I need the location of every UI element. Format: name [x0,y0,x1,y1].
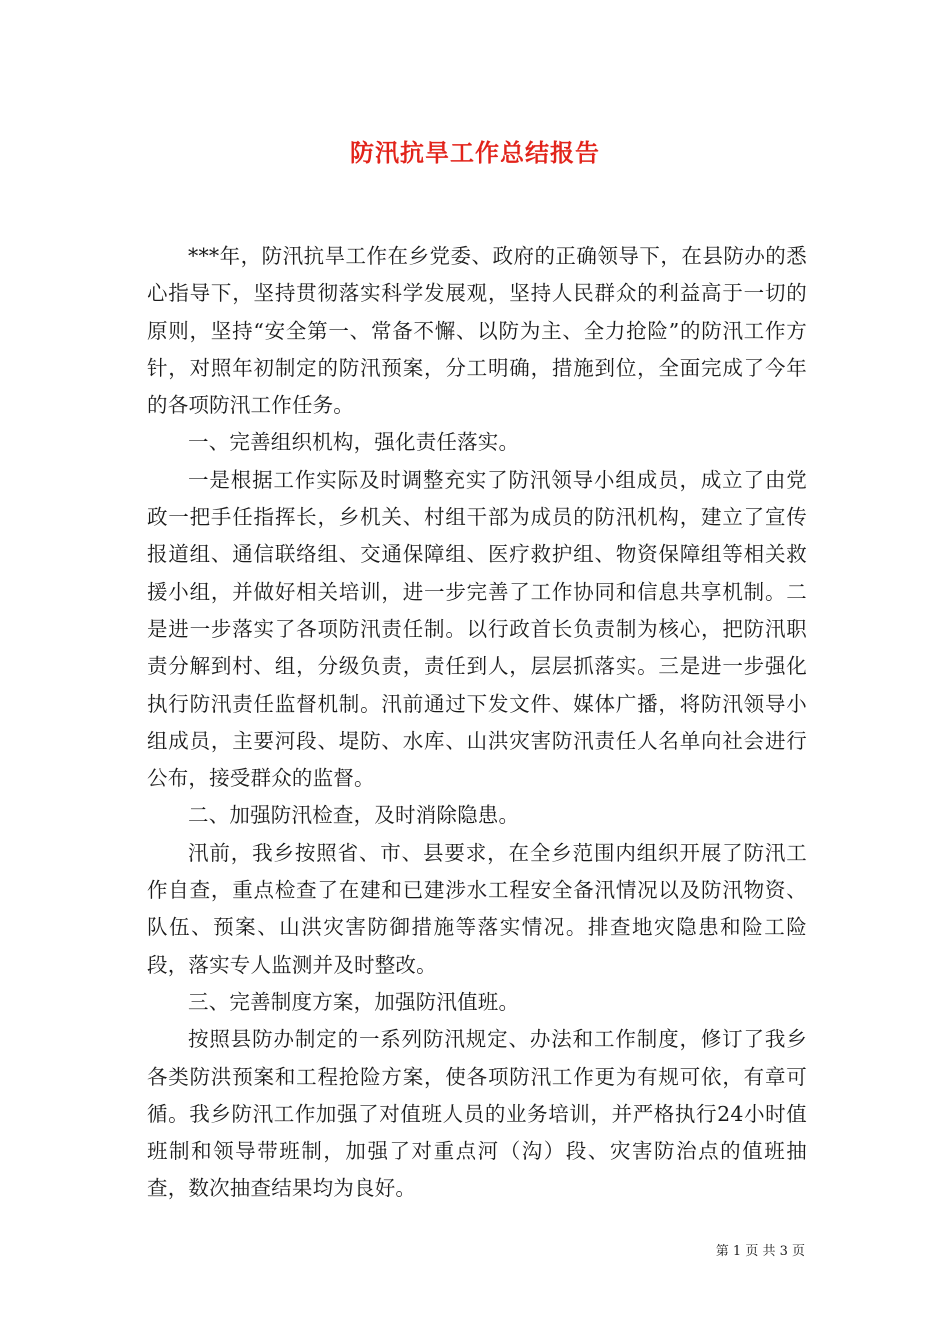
paragraph-section-2: 汛前，我乡按照省、市、县要求，在全乡范围内组织开展了防汛工作自查，重点检查了在建和已建涉水工程安全备汛情况以及防汛物资、队伍、预案、山洪灾害防御措施等落实情况。排查地灾隐患和险工险段，落实专人监测并及时整改。 [147,840,807,977]
section-heading-1: 一、完善组织机构，强化责任落实。 [188,430,520,455]
section-heading-2: 二、加强防汛检查，及时消除隐患。 [188,803,520,828]
page-number-footer: 第 1 页 共 3 页 [715,1244,805,1259]
document-title: 防汛抗旱工作总结报告 [350,138,600,167]
document-body [147,238,807,1208]
section-heading-3: 三、完善制度方案，加强防汛值班。 [188,989,520,1014]
paragraph-section-1: 一是根据工作实际及时调整充实了防汛领导小组成员，成立了由党政一把手任指挥长，乡机关、村组干部为成员的防汛机构，建立了宣传报道组、通信联络组、交通保障组、医疗救护组、物资保障组等相关救援小组，并做好相关培训，进一步完善了工作协同和信息共享机制。二是进一步落实了各项防汛责任制。以行政首长负责制为核心，把防汛职责分解到村、组，分级负责，责任到人，层层抓落实。三是进一步强化执行防汛责任监督机制。汛前通过下发文件、媒体广播，将防汛领导小组成员，主要河段、堤防、水库、山洪灾害防汛责任人名单向社会进行公布，接受群众的监督。 [147,467,807,791]
paragraph-section-3: 按照县防办制定的一系列防汛规定、办法和工作制度，修订了我乡各类防洪预案和工程抢险方案，使各项防汛工作更为有规可依，有章可循。我乡防汛工作加强了对值班人员的业务培训，并严格执行24小时值班制和领导带班制，加强了对重点河（沟）段、灾害防治点的值班抽查，数次抽查结果均为良好。 [147,1027,807,1201]
paragraph-intro: ***年，防汛抗旱工作在乡党委、政府的正确领导下，在县防办的悉心指导下，坚持贯彻落实科学发展观，坚持人民群众的利益高于一切的原则，坚持“安全第一、常备不懈、以防为主、全力抢险”的防汛工作方针，对照年初制定的防汛预案，分工明确，措施到位，全面完成了今年的各项防汛工作任务。 [147,244,807,418]
